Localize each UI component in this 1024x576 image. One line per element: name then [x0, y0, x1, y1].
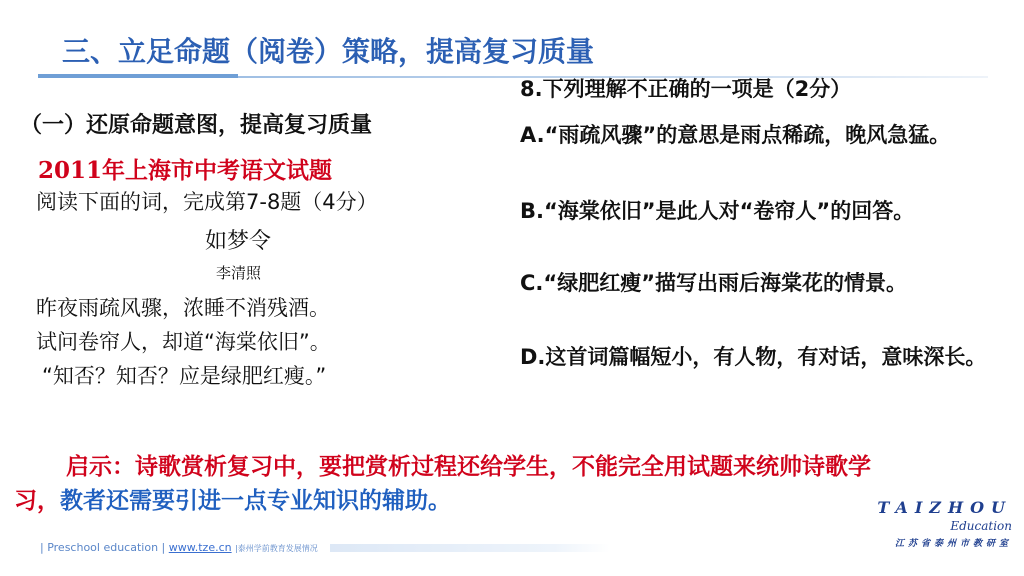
insight-blue-text: 教者还需要引进一点专业知识的辅助。 — [60, 488, 451, 514]
taizhou-education-logo — [862, 498, 1012, 549]
logo-cn-text: 江苏省泰州市教研室 — [894, 539, 1012, 549]
poem-line: 试问卷帘人，却道“海棠依旧”。 — [36, 330, 331, 354]
footer-left-text: | Preschool education | — [40, 541, 166, 554]
title-underline-accent — [38, 74, 238, 78]
option-a: A.“雨疏风骤”的意思是雨点稀疏，晚风急猛。 — [520, 123, 951, 147]
poem-line: “知否？知否？应是绿肥红瘦。” — [42, 364, 327, 388]
footer-bar — [330, 544, 610, 552]
logo-main-text: TAIZHOU — [877, 498, 1012, 517]
poem-line: 昨夜雨疏风骤，浓睡不消残酒。 — [36, 296, 330, 320]
option-b: B.“海棠依旧”是此人对“卷帘人”的回答。 — [520, 199, 915, 223]
section-subheading: （一）还原命题意图，提高复习质量 — [20, 113, 373, 138]
reading-instruction: 阅读下面的词，完成第7-8题（4分） — [36, 190, 378, 214]
exam-title: 2011年上海市中考语文试题 — [38, 157, 333, 184]
footer-link[interactable]: www.tze.cn — [168, 541, 232, 554]
poem-title: 如梦令 — [205, 229, 272, 254]
logo-sub-text: Education — [950, 519, 1012, 533]
question-stem: 8.下列理解不正确的一项是（2分） — [520, 77, 852, 101]
insight-label: 启示： — [66, 454, 135, 480]
footer-right-text: |泰州学前教育发展情况 — [235, 544, 318, 553]
slide-title: 三、立足命题（阅卷）策略，提高复习质量 — [62, 35, 595, 68]
insight-red-text: 诗歌赏析复习中，要把赏析过程还给学生，不能完全用试题来统帅诗歌学习， — [14, 454, 871, 514]
insight-paragraph — [14, 450, 894, 518]
option-d: D.这首词篇幅短小，有人物，有对话，意味深长。 — [520, 345, 987, 369]
option-c: C.“绿肥红瘦”描写出雨后海棠花的情景。 — [520, 271, 907, 295]
footer — [40, 541, 318, 554]
poem-author: 李清照 — [216, 264, 262, 282]
